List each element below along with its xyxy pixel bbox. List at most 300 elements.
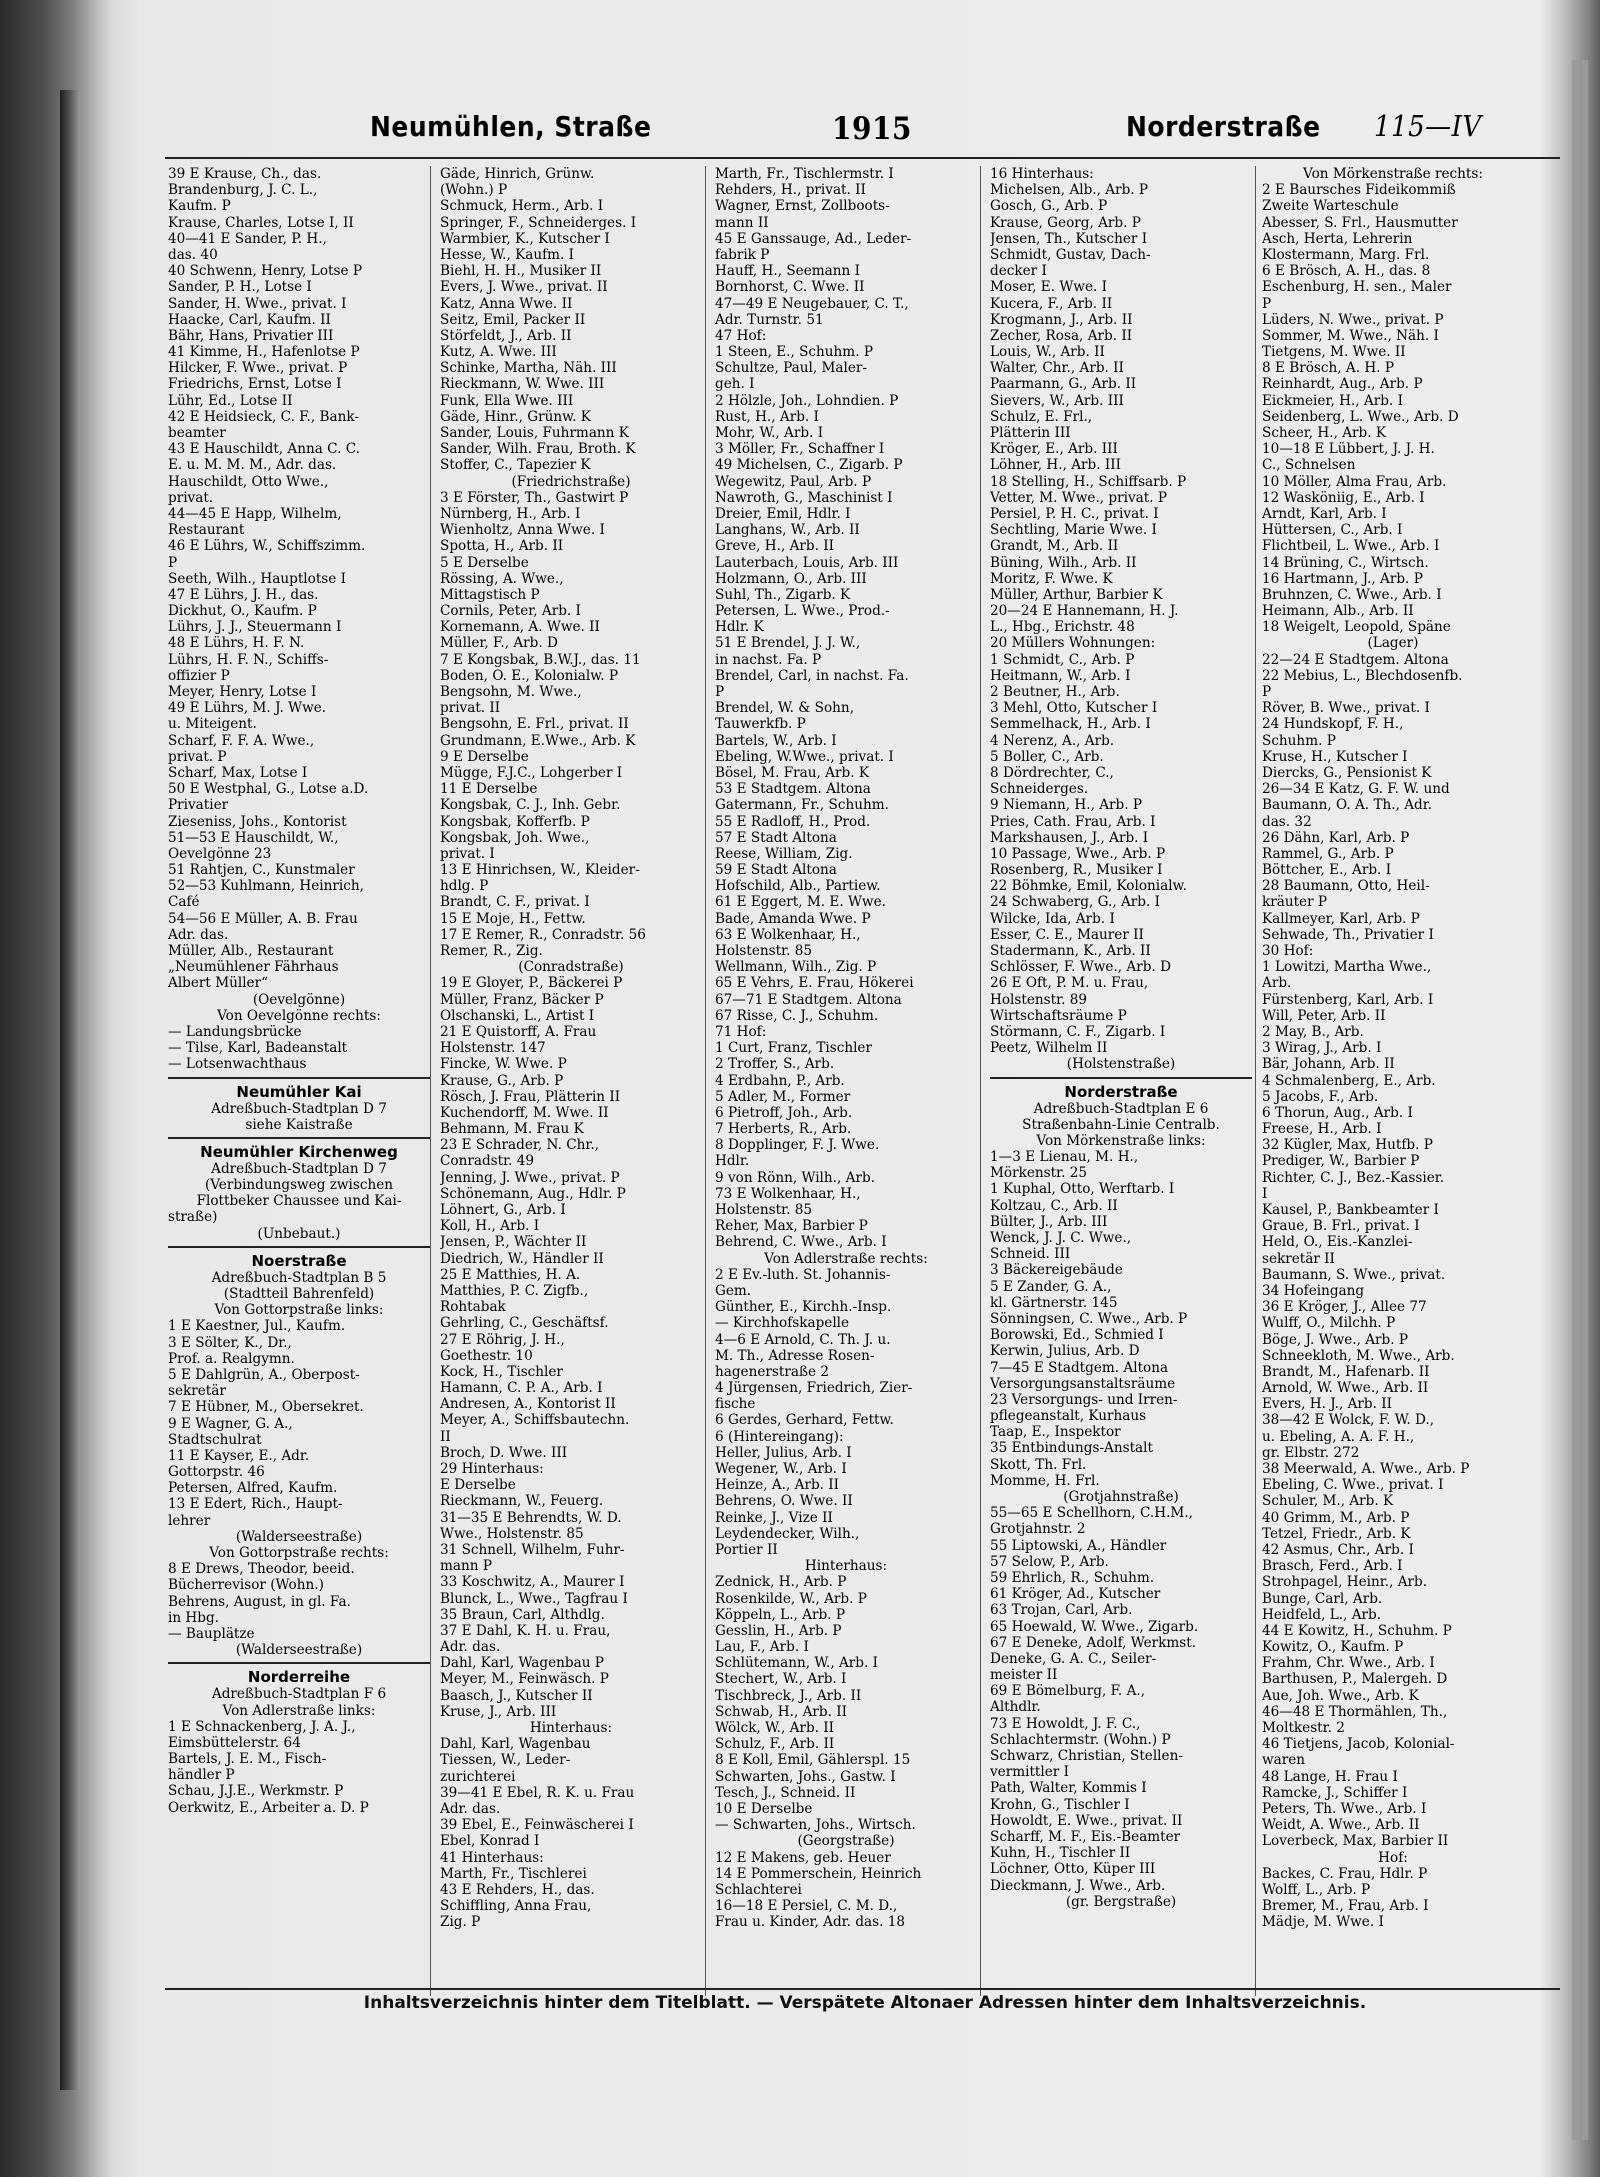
directory-entry-line: Esser, C. E., Maurer II [990, 926, 1144, 943]
directory-entry-line: Andresen, A., Kontorist II [440, 1396, 616, 1413]
directory-entry-line: Scharf, Max, Lotse I [168, 764, 308, 781]
directory-entry-line: Portier II [715, 1541, 778, 1558]
directory-entry-line: Aue, Joh. Wwe., Arb. K [1262, 1687, 1419, 1704]
directory-entry-line: Schwab, H., Arb. II [715, 1703, 847, 1720]
directory-entry-line: Hamann, C. P. A., Arb. I [440, 1380, 603, 1397]
directory-entry-line: Remer, R., Zig. [440, 943, 543, 959]
directory-entry-line: Richter, C. J., Bez.-Kassier. [1262, 1169, 1445, 1186]
directory-entry-line: Lau, F., Arb. I [715, 1639, 809, 1656]
directory-entry-line: (Walderseestraße) [235, 1642, 363, 1659]
directory-entry-line: 1 Lowitzi, Martha Wwe., [1262, 959, 1432, 976]
directory-entry-line: 3 E Sölter, K., Dr., [168, 1334, 292, 1351]
directory-entry-line: 57 Selow, P., Arb. [990, 1553, 1109, 1570]
directory-entry-line: Schmidt, Gustav, Dach- [990, 246, 1151, 263]
directory-entry-line: 34 Hofeingang [1262, 1282, 1365, 1299]
directory-entry-line: Wienholtz, Anna Wwe. I [440, 522, 605, 539]
directory-entry-line: 6 E Brösch, A. H., das. 8 [1262, 263, 1431, 280]
directory-entry-line: Haacke, Carl, Kaufm. II [168, 311, 331, 328]
directory-entry-line: Sander, H. Wwe., privat. I [168, 295, 347, 312]
directory-entry-line: 44—45 E Happ, Wilhelm, [168, 505, 342, 522]
directory-entry-line: Sievers, W., Arb. III [990, 392, 1124, 409]
directory-entry-line: Schinke, Martha, Näh. III [440, 360, 617, 377]
directory-entry-line: Dahl, Karl, Wagenbau [440, 1736, 591, 1753]
directory-entry-line: privat. I [440, 845, 495, 862]
directory-entry-line: Path, Walter, Kommis I [990, 1780, 1147, 1797]
directory-entry-line: Loverbeck, Max, Barbier II [1262, 1833, 1449, 1850]
directory-entry-line: Persiel, P. H. C., privat. I [990, 505, 1159, 522]
directory-entry-line: Schlachterei [715, 1881, 802, 1898]
directory-entry-line: Bruhnzen, C. Wwe., Arb. I [1262, 586, 1442, 603]
directory-entry-line: Von Adlerstraße rechts: [764, 1250, 928, 1267]
directory-entry-line: Gesslin, H., Arb. P [715, 1622, 842, 1639]
directory-entry-line: Diercks, G., Pensionist K [1262, 764, 1432, 781]
directory-entry-line: 35 Entbindungs-Anstalt [990, 1440, 1153, 1457]
directory-entry-line: 20 Müllers Wohnungen: [990, 635, 1156, 652]
directory-entry-line: Hinterhaus: [529, 1720, 613, 1736]
directory-entry-line: Hof: [1378, 1849, 1408, 1866]
directory-entry-line: Reinke, J., Vize II [715, 1509, 833, 1526]
directory-entry-line: (Unbebaut.) [257, 1225, 341, 1242]
directory-entry-line: 67 E Deneke, Adolf, Werkmst. [990, 1634, 1197, 1651]
directory-entry-line: Tischbreck, J., Arb. II [715, 1687, 862, 1704]
directory-entry-line: 3 Wirag, J., Arb. I [1262, 1040, 1382, 1057]
directory-entry-line: privat. II [440, 700, 501, 717]
directory-entry-line: 26—34 E Katz, G. F. W. und [1262, 781, 1450, 798]
directory-entry-line: Hauschildt, Otto Wwe., [168, 473, 329, 490]
directory-entry-line: Schuhm. P [1262, 732, 1336, 749]
directory-entry-line: 55 E Radloff, H., Prod. [715, 813, 871, 830]
directory-entry-line: Rieckmann, W. Wwe. III [440, 376, 605, 393]
directory-entry-line: Müller, F., Arb. D [440, 635, 558, 652]
directory-entry-line: Fincke, W. Wwe. P [440, 1056, 567, 1073]
directory-entry-line: 39—41 E Ebel, R. K. u. Frau [440, 1784, 635, 1801]
directory-entry-line: Oerkwitz, E., Arbeiter a. D. P [168, 1799, 369, 1816]
directory-entry-line: 16 Hartmann, J., Arb. P [1262, 570, 1423, 587]
directory-entry-line: 10 Passage, Wwe., Arb. P [990, 845, 1166, 862]
directory-entry-line: Moltkestr. 2 [1262, 1720, 1345, 1736]
directory-entry-line: Rieckmann, W., Feuerg. [440, 1493, 604, 1510]
directory-entry-line: geh. I [715, 376, 755, 393]
directory-entry-line: Wolff, L., Arb. P [1262, 1881, 1371, 1898]
directory-entry-line: Moritz, F. Wwe. K [990, 570, 1113, 587]
directory-entry-line: Rösch, J. Frau, Plätterin II [440, 1088, 621, 1105]
directory-entry-line: 65 Hoewald, W. Wwe., Zigarb. [990, 1618, 1199, 1635]
directory-entry-line: Heimann, Alb., Arb. II [1262, 603, 1414, 620]
book-spine [60, 90, 80, 2090]
directory-entry-line: 15 E Moje, H., Fettw. [440, 910, 586, 927]
directory-entry-line: Von Adlerstraße links: [222, 1702, 376, 1719]
directory-entry-line: 40 Grimm, M., Arb. P [1262, 1509, 1410, 1526]
directory-entry-line: E. u. M. M. M., Adr. das. [168, 457, 337, 474]
directory-entry-line: 59 Ehrlich, R., Schuhm. [990, 1569, 1155, 1586]
directory-entry-line: Schneid. III [990, 1246, 1071, 1263]
directory-entry-line: 37 E Dahl, K. H. u. Frau, [440, 1622, 611, 1639]
directory-entry-line: Strohpagel, Heinr., Arb. [1262, 1574, 1428, 1591]
directory-entry-line: in Hbg. [168, 1609, 220, 1626]
directory-entry-line: Eickmeier, H., Arb. I [1262, 392, 1403, 409]
directory-entry-line: Wulff, O., Milchh. P [1262, 1315, 1396, 1332]
directory-entry-line: P [1262, 295, 1272, 312]
directory-entry-line: 73 E Wolkenhaar, H., [715, 1185, 861, 1202]
directory-entry-line: Kerwin, Julius, Arb. D [990, 1343, 1140, 1360]
directory-entry-line: offizier P [168, 667, 230, 684]
directory-entry-line: L., Hbg., Erichstr. 48 [990, 619, 1135, 636]
directory-column-4 [990, 166, 1252, 2001]
directory-entry-line: Tesch, J., Schneid. II [715, 1784, 856, 1801]
directory-entry-line: Krohn, G., Tischler I [990, 1796, 1130, 1813]
directory-entry-line: Behrens, August, in gl. Fa. [168, 1593, 351, 1610]
directory-entry-line: 9 von Rönn, Wilh., Arb. [715, 1169, 875, 1186]
directory-entry-line: Kaufm. P [168, 198, 231, 215]
directory-entry-line: Diedrich, W., Händler II [440, 1250, 604, 1267]
directory-entry-line: 31 Schnell, Wilhelm, Fuhr- [440, 1541, 625, 1558]
directory-entry-line: 5 E Dahlgrün, A., Oberpost- [168, 1366, 360, 1383]
directory-entry-line: Heidfeld, L., Arb. [1262, 1606, 1382, 1623]
header-right-street: Norderstraße [1126, 110, 1321, 143]
directory-entry-line: (Verbindungsweg zwischen [204, 1177, 394, 1194]
directory-entry-line: Günther, E., Kirchh.-Insp. [715, 1299, 892, 1316]
directory-entry-line: 6 Thorun, Aug., Arb. I [1262, 1104, 1413, 1121]
directory-entry-line: Mohr, W., Arb. I [715, 425, 824, 441]
directory-entry-line: pflegeanstalt, Kurhaus [990, 1408, 1147, 1425]
directory-entry-line: Wölck, W., Arb. II [715, 1720, 835, 1736]
street-heading: Neumühler Kai [236, 1082, 362, 1101]
directory-entry-line: 5 Adler, M., Former [715, 1088, 851, 1105]
directory-entry-line: (Conradstraße) [518, 959, 624, 976]
directory-entry-line: Holstenstr. 85 [715, 1202, 813, 1218]
directory-entry-line: Rohtabak [440, 1299, 506, 1316]
directory-entry-line: 40 Schwenn, Henry, Lotse P [168, 263, 362, 280]
directory-entry-line: (Stadtteil Bahrenfeld) [223, 1286, 375, 1302]
directory-entry-line: Sander, Louis, Fuhrmann K [440, 425, 629, 441]
directory-entry-line: Olschanski, L., Artist I [440, 1007, 595, 1024]
directory-entry-line: Bunge, Carl, Arb. [1262, 1590, 1383, 1607]
directory-entry-line: Holstenstr. 147 [440, 1040, 546, 1057]
directory-entry-line: Scheer, H., Arb. K [1262, 425, 1387, 441]
directory-entry-line: Borowski, Ed., Schmied I [990, 1327, 1164, 1344]
directory-entry-line: 2 Beutner, H., Arb. [990, 684, 1120, 700]
directory-entry-line: Lührs, J. J., Steuermann I [168, 619, 342, 636]
directory-entry-line: 31—35 E Behrendts, W. D. [440, 1509, 622, 1526]
directory-entry-line: das. 32 [1262, 813, 1312, 830]
directory-entry-line: beamter [168, 425, 226, 441]
directory-entry-line: Löhner, H., Arb. III [990, 457, 1121, 474]
directory-entry-line: Leydendecker, Wilh., [715, 1525, 860, 1542]
directory-entry-line: Bähr, Hans, Privatier III [168, 327, 334, 344]
directory-entry-line: Zednick, H., Arb. P [715, 1574, 847, 1591]
directory-entry-line: Weidt, A. Wwe., Arb. II [1262, 1817, 1420, 1834]
directory-entry-line: 21 E Quistorff, A. Frau [440, 1023, 597, 1040]
directory-entry-line: Greve, H., Arb. II [715, 538, 834, 555]
directory-entry-line: Schönemann, Aug., Hdlr. P [440, 1185, 626, 1202]
directory-entry-line: 18 Weigelt, Leopold, Späne [1262, 619, 1451, 636]
directory-entry-line: Störfeldt, J., Arb. II [440, 327, 572, 344]
directory-entry-line: 52—53 Kuhlmann, Heinrich, [168, 878, 364, 895]
directory-entry-line: Schau, J.J.E., Werkmstr. P [168, 1783, 344, 1800]
directory-entry-line: Krause, G., Arb. P [440, 1072, 564, 1089]
directory-entry-line: Scharff, M. F., Eis.-Beamter [990, 1828, 1181, 1845]
directory-entry-line: Nawroth, G., Maschinist I [715, 489, 893, 506]
directory-entry-line: Evers, J. Wwe., privat. II [440, 279, 608, 296]
header-year: 1915 [832, 110, 912, 147]
directory-entry-line: Hinterhaus: [804, 1558, 888, 1575]
directory-entry-line: 13 E Edert, Rich., Haupt- [168, 1496, 343, 1513]
directory-entry-line: Seeth, Wilh., Hauptlotse I [168, 570, 346, 587]
section-rule [168, 1662, 430, 1664]
directory-entry-line: Kucera, F., Arb. II [990, 295, 1113, 312]
directory-entry-line: Schulz, E. Frl., [990, 408, 1093, 425]
directory-entry-line: 1 E Kaestner, Jul., Kaufm. [168, 1318, 346, 1335]
directory-entry-line: 51 Rahtjen, C., Kunstmaler [168, 862, 355, 879]
directory-entry-line: Schuler, M., Arb. K [1262, 1493, 1394, 1510]
directory-entry-line: 9 E Wagner, G. A., [168, 1415, 293, 1432]
directory-entry-line: Holstenstr. 89 [990, 991, 1088, 1008]
section-rule [168, 1246, 430, 1248]
directory-entry-line: Skott, Th. Frl. [990, 1456, 1087, 1473]
directory-entry-line: Gehrling, C., Geschäftsf. [440, 1315, 609, 1332]
directory-entry-line: Jensen, P., Wächter II [440, 1234, 587, 1251]
directory-column-1 [168, 166, 430, 2001]
directory-entry-line: Baumann, S. Wwe., privat. [1262, 1266, 1446, 1283]
directory-entry-line: Hesse, W., Kaufm. I [440, 246, 575, 263]
directory-entry-line: 20—24 E Hannemann, H. J. [990, 603, 1179, 620]
directory-entry-line: P [715, 684, 725, 700]
directory-entry-line: u. Miteigent. [168, 716, 257, 733]
directory-entry-line: Warmbier, K., Kutscher I [440, 230, 610, 247]
directory-entry-line: Versorgungsanstaltsräume [990, 1375, 1176, 1392]
directory-entry-line: C., Schnelsen [1262, 457, 1356, 474]
directory-entry-line: Friedrichs, Ernst, Lotse I [168, 376, 342, 393]
column-divider [705, 166, 706, 1996]
directory-entry-line: Adreßbuch-Stadtplan D 7 [211, 1160, 387, 1177]
directory-entry-line: 10 Möller, Alma Frau, Arb. [1262, 473, 1447, 490]
directory-entry-line: Seidenberg, L. Wwe., Arb. D [1262, 408, 1459, 425]
directory-entry-line: Kuchendorff, M. Wwe. II [440, 1104, 609, 1121]
directory-entry-line: Restaurant [168, 522, 245, 539]
directory-entry-line: Mittagstisch P [440, 586, 540, 603]
directory-entry-line: Kausel, P., Bankbeamter I [1262, 1202, 1439, 1218]
directory-entry-line: Adr. das. [440, 1800, 501, 1817]
directory-entry-line: 38 Meerwald, A. Wwe., Arb. P [1262, 1461, 1470, 1477]
directory-entry-line: 5 Jacobs, F., Arb. [1262, 1088, 1379, 1105]
directory-entry-line: 11 E Derselbe [440, 781, 538, 798]
directory-entry-line: fabrik P [715, 246, 770, 263]
directory-entry-line: „Neumühlener Fährhaus [168, 959, 339, 976]
directory-entry-line: Kuhn, H., Tischler II [990, 1845, 1131, 1862]
directory-entry-line: — Landungsbrücke [168, 1023, 302, 1040]
directory-entry-line: Bornhorst, C. Wwe. II [715, 279, 865, 296]
directory-entry-line: Hauff, H., Seemann I [715, 263, 860, 280]
directory-entry-line: 22 Böhmke, Emil, Kolonialw. [990, 878, 1187, 895]
directory-entry-line: 9 Niemann, H., Arb. P [990, 797, 1143, 814]
directory-entry-line: Adreßbuch-Stadtplan E 6 [1033, 1100, 1209, 1117]
directory-entry-line: u. Ebeling, A. A. F. H., [1262, 1428, 1415, 1445]
directory-entry-line: Behrend, C. Wwe., Arb. I [715, 1234, 887, 1251]
directory-entry-line: 28 Baumann, Otto, Heil- [1262, 878, 1430, 895]
directory-entry-line: Wegewitz, Paul, Arb. P [715, 473, 872, 490]
directory-entry-line: 1 Kuphal, Otto, Werftarb. I [990, 1181, 1175, 1198]
directory-entry-line: 3 Möller, Fr., Schaffner I [715, 441, 885, 458]
directory-entry-line: P [168, 554, 178, 571]
street-heading: Neumühler Kirchenweg [200, 1142, 398, 1161]
directory-entry-line: Schwarz, Christian, Stellen- [990, 1748, 1183, 1764]
directory-entry-line: 10—18 E Lübbert, J. J. H. [1262, 441, 1435, 458]
directory-entry-line: Prediger, W., Barbier P [1262, 1153, 1420, 1170]
directory-entry-line: Rust, H., Arb. I [715, 408, 819, 425]
directory-entry-line: Rehders, H., privat. II [715, 182, 866, 199]
directory-entry-line: 44 E Kowitz, H., Schuhm. P [1262, 1622, 1452, 1639]
directory-entry-line: Peters, Th. Wwe., Arb. I [1262, 1800, 1427, 1817]
directory-entry-line: das. 40 [168, 246, 218, 263]
directory-entry-line: Schlösser, F. Wwe., Arb. D [990, 959, 1171, 976]
directory-entry-line: Momme, H. Frl. [990, 1472, 1100, 1489]
directory-entry-line: Conradstr. 49 [440, 1153, 535, 1170]
directory-entry-line: — Schwarten, Johs., Wirtsch. [715, 1817, 916, 1834]
directory-entry-line: (gr. Bergstraße) [1065, 1893, 1177, 1910]
directory-entry-line: Mädje, M. Wwe. I [1262, 1914, 1384, 1931]
directory-entry-line: 48 Lange, H. Frau I [1262, 1768, 1398, 1785]
directory-entry-line: vermittler I [990, 1764, 1069, 1781]
directory-entry-line: Zweite Warteschule [1262, 198, 1399, 215]
directory-entry-line: Prof. a. Realgymn. [168, 1350, 295, 1367]
directory-entry-line: Bartels, W., Arb. I [715, 732, 837, 749]
directory-entry-line: Kallmeyer, Karl, Arb. P [1262, 910, 1420, 927]
directory-entry-line: 41 Hinterhaus: [440, 1849, 544, 1866]
directory-entry-line: Schlachtermstr. (Wohn.) P [990, 1731, 1171, 1748]
directory-entry-line: Hofschild, Alb., Partiew. [715, 878, 881, 895]
directory-entry-line: 5 E Zander, G. A., [990, 1278, 1112, 1295]
section-rule [168, 1077, 430, 1079]
directory-entry-line: (Grotjahnstraße) [1063, 1489, 1179, 1505]
directory-entry-line: Hilcker, F. Wwe., privat. P [168, 360, 348, 377]
directory-entry-line: 14 E Pommerschein, Heinrich [715, 1865, 922, 1882]
directory-entry-line: Hüttersen, C., Arb. I [1262, 522, 1403, 539]
directory-entry-line: 4 Jürgensen, Friedrich, Zier- [715, 1380, 913, 1397]
directory-entry-line: Ebeling, W.Wwe., privat. I [715, 748, 894, 765]
directory-entry-line: 36 E Kröger, J., Allee 77 [1262, 1299, 1427, 1316]
directory-entry-line: 18 Stelling, H., Schiffsarb. P [990, 473, 1187, 490]
directory-entry-line: 39 E Krause, Ch., das. [168, 166, 322, 182]
directory-entry-line: Büning, Wilh., Arb. II [990, 554, 1137, 571]
directory-entry-line: Krause, Charles, Lotse I, II [168, 214, 354, 231]
directory-entry-line: Koll, H., Arb. I [440, 1218, 540, 1235]
directory-entry-line: 6 Pietroff, Joh., Arb. [715, 1104, 853, 1121]
directory-entry-line: decker I [990, 263, 1047, 280]
directory-entry-line: Gäde, Hinrich, Grünw. [440, 166, 595, 182]
directory-entry-line: 1 Curt, Franz, Tischler [715, 1040, 872, 1057]
directory-entry-line: 3 Bäckereigebäude [990, 1262, 1123, 1279]
column-divider [1255, 166, 1256, 1996]
directory-entry-line: Adr. das. [440, 1639, 501, 1656]
directory-entry-line: 35 Braun, Carl, Althdlg. [440, 1606, 605, 1623]
directory-entry-line: 63 Trojan, Carl, Arb. [990, 1602, 1133, 1619]
directory-entry-line: Stoffer, C., Tapezier K [440, 457, 591, 474]
directory-entry-line: 61 E Eggert, M. E. Wwe. [715, 894, 886, 911]
directory-entry-line: 23 E Schrader, N. Chr., [440, 1137, 600, 1154]
directory-column-5 [1262, 166, 1524, 2001]
directory-entry-line: 5 Boller, C., Arb. [990, 748, 1104, 765]
directory-entry-line: Meyer, Henry, Lotse I [168, 684, 317, 700]
directory-entry-line: 8 Dördrechter, C., [990, 764, 1114, 781]
directory-entry-line: Heller, Julius, Arb. I [715, 1444, 852, 1461]
directory-entry-line: 4—6 E Arnold, C. Th. J. u. [715, 1331, 891, 1348]
directory-entry-line: in nachst. Fa. P [715, 651, 822, 668]
directory-entry-line: 43 E Rehders, H., das. [440, 1881, 595, 1898]
directory-entry-line: Tetzel, Friedr., Arb. K [1262, 1525, 1411, 1542]
directory-entry-line: privat. P [168, 748, 227, 765]
directory-entry-line: Jenning, J. Wwe., privat. P [440, 1169, 620, 1186]
directory-entry-line: Adreßbuch-Stadtplan F 6 [211, 1686, 387, 1703]
directory-entry-line: Adreßbuch-Stadtplan B 5 [211, 1269, 387, 1286]
directory-entry-line: 51 E Brendel, J. J. W., [715, 635, 861, 652]
directory-entry-line: gr. Elbstr. 272 [1262, 1444, 1360, 1461]
directory-entry-line: Straßenbahn-Linie Centralb. [1022, 1116, 1220, 1133]
directory-entry-line: 47—49 E Neugebauer, C. T., [715, 295, 909, 312]
directory-entry-line: Röver, B. Wwe., privat. I [1262, 700, 1430, 717]
directory-entry-line: Holzmann, O., Arb. III [715, 570, 867, 587]
directory-entry-line: 24 Hundskopf, F. H., [1262, 716, 1404, 733]
directory-entry-line: Pries, Cath. Frau, Arb. I [990, 813, 1156, 830]
directory-entry-line: (Friedrichstraße) [511, 473, 631, 490]
directory-entry-line: Tietgens, M. Wwe. II [1262, 344, 1406, 361]
directory-entry-line: Klostermann, Marg. Frl. [1262, 246, 1430, 263]
directory-entry-line: 33 Koschwitz, A., Maurer I [440, 1574, 625, 1591]
directory-entry-line: 54—56 E Müller, A. B. Frau [168, 910, 358, 927]
directory-entry-line: (Wohn.) P [440, 182, 508, 199]
directory-entry-line: Blunck, L., Wwe., Tagfrau I [440, 1590, 628, 1607]
directory-entry-line: straße) [168, 1209, 218, 1226]
directory-entry-line: Löchner, Otto, Küper III [990, 1861, 1156, 1878]
directory-entry-line: Schulz, F., Arb. II [715, 1736, 835, 1753]
directory-entry-line: siehe Kaistraße [245, 1116, 353, 1133]
directory-entry-line: 6 Gerdes, Gerhard, Fettw. [715, 1412, 894, 1429]
directory-entry-line: 7 E Hübner, M., Obersekret. [168, 1399, 364, 1416]
directory-entry-line: 23 Versorgungs- und Irren- [990, 1391, 1178, 1408]
directory-entry-line: M. Th., Adresse Rosen- [715, 1347, 875, 1364]
directory-entry-line: Oevelgönne 23 [168, 845, 272, 862]
directory-column-2 [440, 166, 702, 2001]
directory-entry-line: Kruse, H., Kutscher I [1262, 748, 1408, 765]
directory-entry-line: Reher, Max, Barbier P [715, 1218, 868, 1235]
directory-entry-line: privat. [168, 489, 214, 506]
directory-entry-line: Ebeling, C. Wwe., privat. I [1262, 1477, 1444, 1494]
directory-entry-line: 42 Asmus, Chr., Arb. I [1262, 1541, 1414, 1558]
directory-entry-line: Gosch, G., Arb. P [990, 198, 1108, 215]
directory-entry-line: Funk, Ella Wwe. III [440, 392, 574, 409]
directory-entry-line: 1 Steen, E., Schuhm. P [715, 344, 873, 361]
directory-entry-line: Cornils, Peter, Arb. I [440, 603, 581, 620]
directory-entry-line: Kongsbak, C. J., Inh. Gebr. [440, 797, 621, 814]
directory-entry-line: Hdlr. K [715, 619, 764, 636]
directory-entry-line: Flichtbeil, L. Wwe., Arb. I [1262, 538, 1440, 555]
directory-entry-line: waren [1262, 1752, 1306, 1769]
directory-entry-line: Sander, Wilh. Frau, Broth. K [440, 441, 636, 458]
directory-entry-line: Walter, Chr., Arb. II [990, 360, 1124, 377]
directory-entry-line: hdlg. P [440, 878, 489, 895]
directory-entry-line: Von Mörkenstraße links: [1036, 1132, 1206, 1149]
directory-entry-line: 41 Kimme, H., Hafenlotse P [168, 344, 360, 361]
directory-entry-line: Grandt, M., Arb. II [990, 538, 1119, 555]
directory-entry-line: Von Mörkenstraße rechts: [1303, 166, 1483, 182]
directory-entry-line: 8 E Koll, Emil, Gählerspl. 15 [715, 1752, 911, 1769]
directory-entry-line: 1 Schmidt, C., Arb. P [990, 651, 1135, 668]
directory-entry-line: Wilcke, Ida, Arb. I [990, 910, 1115, 927]
directory-entry-line: Brandt, M., Hafenarb. II [1262, 1363, 1430, 1380]
directory-entry-line: 39 Ebel, E., Feinwäscherei I [440, 1817, 634, 1834]
directory-entry-line: kl. Gärtnerstr. 145 [990, 1294, 1118, 1311]
directory-entry-line: Asch, Herta, Lehrerin [1262, 230, 1413, 247]
directory-entry-line: 48 E Lührs, H. F. N. [168, 635, 305, 652]
